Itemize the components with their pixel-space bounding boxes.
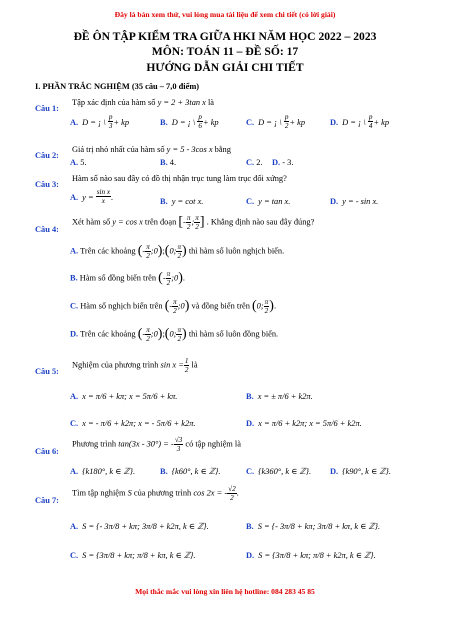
fraction-num: sin x bbox=[96, 187, 111, 196]
question-3-text: Hàm số nào sau đây có đồ thị nhận trục tung làm trục đối xứng? bbox=[72, 174, 287, 183]
question-1-text bbox=[72, 98, 214, 107]
question-number: Câu 7: bbox=[35, 496, 59, 505]
option-label: C. bbox=[246, 118, 255, 127]
q4-option-c[interactable]: C. Hàm số nghịch biến trên (- $\frac{\pi}{2}$ ;0) và đồng biến trên (0; $\frac{\pi}{2}$ ). bbox=[70, 298, 277, 315]
option-value: x = π/6 + kπ; x = 5π/6 + kπ. bbox=[82, 392, 178, 401]
title-solution: HƯỚNG DẪN GIẢI CHI TIẾT bbox=[146, 61, 304, 74]
question-text: Tập xác định của hàm số bbox=[72, 98, 156, 107]
option-value: S = {- 3π/8 + kπ; 3π/8 + k2π, k ∈ ℤ}. bbox=[82, 522, 209, 531]
q6-option-b[interactable] bbox=[160, 461, 220, 479]
option-post: thì hàm số luôn nghịch biến. bbox=[188, 246, 285, 256]
math-expression: sin x = bbox=[160, 360, 184, 370]
option-mid: và đồng biến trên bbox=[191, 301, 250, 311]
option-value: S = {- 3π/8 + kπ; 3π/8 + kπ, k ∈ ℤ}. bbox=[257, 522, 381, 531]
option-label: B. bbox=[160, 118, 168, 127]
question-4-text: Xét hàm số y = cos x trên đoạn [- $\frac{\pi}{2}$ ; $\frac{\pi}{2}$ ] . Khẳng định nào sau đây đúng? bbox=[72, 214, 315, 231]
fraction bbox=[96, 188, 111, 205]
option-value: S = {3π/8 + kπ; π/8 + k2π, k ∈ ℤ}. bbox=[258, 551, 376, 560]
option-rest: + kp bbox=[113, 118, 130, 127]
option-label: A. bbox=[70, 522, 79, 531]
option-value: y = - sin x. bbox=[342, 197, 379, 206]
q6-option-c[interactable] bbox=[246, 461, 311, 479]
option-value: {k180°, k ∈ ℤ}. bbox=[82, 467, 136, 476]
q2-option-d[interactable] bbox=[272, 158, 293, 167]
option-label: D. bbox=[330, 197, 339, 206]
option-label: A. bbox=[70, 467, 79, 476]
question-text: Tìm tập nghiệm bbox=[72, 488, 126, 498]
option-value: y = cot x. bbox=[171, 197, 204, 206]
question-number: Câu 1: bbox=[35, 104, 59, 113]
question-number: Câu 5: bbox=[35, 367, 59, 376]
option-value: y = bbox=[82, 193, 96, 202]
option-label: A. bbox=[70, 158, 79, 167]
option-value: {k60°, k ∈ ℤ}. bbox=[171, 467, 221, 476]
question-tail: có tập nghiệm là bbox=[185, 439, 241, 449]
option-value: D = ¡ \ bbox=[171, 118, 198, 127]
q6-option-a[interactable] bbox=[70, 461, 135, 479]
fraction-num: p bbox=[108, 112, 113, 121]
option-label: C. bbox=[70, 551, 79, 560]
option-label: D. bbox=[246, 419, 255, 428]
question-number: Câu 4: bbox=[35, 225, 59, 234]
fraction-den: x bbox=[101, 196, 105, 205]
question-5 bbox=[35, 361, 59, 379]
q7-option-d[interactable] bbox=[246, 545, 376, 563]
option-post: thì hàm số luôn đồng biến. bbox=[188, 329, 279, 339]
option-label: D. bbox=[330, 118, 339, 127]
option-label: C. bbox=[246, 467, 255, 476]
q1-option-b[interactable] bbox=[160, 112, 219, 130]
q4-option-b[interactable]: B. Hàm số đồng biến trên (- $\frac{\pi}{2}$ ;0). bbox=[70, 270, 185, 287]
question-number: Câu 6: bbox=[35, 447, 59, 456]
question-number: Câu 2: bbox=[35, 151, 59, 160]
title-exam: ĐỀ ÔN TẬP KIỂM TRA GIỮA HKI NĂM HỌC 2022 – 2023 bbox=[73, 30, 377, 43]
option-label: C. bbox=[70, 301, 79, 311]
option-value: D = ¡ \ bbox=[258, 118, 284, 127]
question-tail: là bbox=[191, 360, 198, 370]
q2-option-a[interactable] bbox=[70, 158, 87, 167]
question-7 bbox=[35, 490, 59, 508]
option-value: x = ± π/6 + k2π. bbox=[257, 392, 313, 401]
question-6-text: Phương trình tan(3x - 30°) = - $\frac{√3}{3}$ có tập nghiệm là bbox=[72, 436, 241, 453]
question-4 bbox=[35, 219, 59, 237]
option-value: D = ¡ \ bbox=[342, 118, 368, 127]
option-label: B. bbox=[70, 273, 78, 283]
q5-option-c[interactable] bbox=[70, 413, 196, 431]
question-1 bbox=[35, 98, 59, 116]
math-expression: y = 5 - 3cos x bbox=[166, 145, 213, 154]
q5-option-a[interactable] bbox=[70, 386, 177, 404]
option-pre: Hàm số nghịch biến trên bbox=[80, 301, 163, 311]
question-7-text: Tìm tập nghiệm S của phương trình cos 2x = - $\frac{√2}{2}$ . bbox=[72, 485, 239, 502]
option-post: . bbox=[182, 273, 185, 283]
math-expression-2: cos 2x = - bbox=[193, 488, 228, 498]
option-label: C. bbox=[246, 197, 255, 206]
q3-option-a[interactable]: A. y = $\frac{\text{sin x}}{x}$ . bbox=[70, 187, 114, 205]
question-tail: là bbox=[207, 98, 215, 107]
option-pre: Trên các khoảng bbox=[80, 329, 136, 339]
question-tail: bằng bbox=[214, 145, 231, 154]
q6-option-d[interactable] bbox=[330, 461, 391, 479]
q1-option-a[interactable] bbox=[70, 112, 129, 130]
question-text: Nghiệm của phương trình bbox=[72, 360, 159, 370]
question-tail: . Khẳng định nào sau đây đúng? bbox=[206, 217, 315, 227]
option-value: {k360°, k ∈ ℤ}. bbox=[258, 467, 312, 476]
q4-option-a[interactable]: A. Trên các khoảng (- $\frac{\pi}{2}$ ;0);(0; $\frac{\pi}{2}$ ) thì hàm số luôn nghịch biến. bbox=[70, 243, 285, 260]
option-value: x = π/6 + k2π; x = 5π/6 + k2π. bbox=[258, 419, 362, 428]
option-label: B. bbox=[160, 197, 168, 206]
q2-option-b[interactable] bbox=[160, 158, 176, 167]
q3-option-c[interactable] bbox=[246, 191, 290, 209]
option-rest: + kp bbox=[289, 118, 306, 127]
q7-option-a[interactable] bbox=[70, 516, 209, 534]
question-3 bbox=[35, 174, 59, 192]
question-2-text bbox=[72, 145, 231, 154]
option-rest: + kp bbox=[202, 118, 219, 127]
preview-banner: Đây là bản xem thử, vui lòng mua tài liệu để xem chi tiết (có lời giải) bbox=[114, 10, 336, 19]
fraction-num: p bbox=[284, 112, 289, 121]
question-text: Giá trị nhỏ nhất của hàm số bbox=[72, 145, 165, 154]
option-label: B. bbox=[246, 392, 254, 401]
option-rest: + kp bbox=[373, 118, 390, 127]
option-label: B. bbox=[160, 467, 168, 476]
option-value: y = tan x. bbox=[258, 197, 291, 206]
q7-option-c[interactable] bbox=[70, 545, 196, 563]
question-mid: trên đoạn bbox=[144, 217, 177, 227]
option-label: A. bbox=[70, 246, 79, 256]
option-value: x = - π/6 + k2π; x = - 5π/6 + k2π. bbox=[82, 419, 196, 428]
math-expression: tan(3x - 30°) = - bbox=[118, 439, 174, 449]
option-label: A. bbox=[70, 392, 79, 401]
q3-option-d[interactable] bbox=[330, 191, 378, 209]
option-value: S = {3π/8 + kπ; π/8 + kπ, k ∈ ℤ}. bbox=[82, 551, 196, 560]
math-expression: y = 2 + 3tan x bbox=[157, 98, 206, 107]
q3-option-b[interactable] bbox=[160, 191, 203, 209]
option-label: D. bbox=[330, 467, 339, 476]
fraction-den: 3 bbox=[108, 121, 113, 130]
question-6 bbox=[35, 441, 59, 459]
option-value: D = ¡ \ bbox=[82, 118, 108, 127]
option-value: 4. bbox=[169, 158, 177, 167]
q1-option-c[interactable] bbox=[246, 112, 305, 130]
question-text: Phương trình bbox=[72, 439, 117, 449]
option-value: 5. bbox=[80, 158, 87, 167]
option-value: - 3. bbox=[282, 158, 294, 167]
question-2 bbox=[35, 145, 59, 163]
fraction-num: p bbox=[368, 112, 373, 121]
fraction-den: 6 bbox=[198, 121, 202, 130]
option-label: C. bbox=[70, 419, 79, 428]
question-number: Câu 3: bbox=[35, 180, 59, 189]
question-mid: của phương trình bbox=[133, 488, 192, 498]
q5-option-d[interactable] bbox=[246, 413, 362, 431]
fraction-den: 2 bbox=[284, 121, 289, 130]
option-label: B. bbox=[160, 158, 168, 167]
option-post: . bbox=[273, 301, 277, 311]
question-5-text: Nghiệm của phương trình sin x = $\frac{1}{2}$ là bbox=[72, 357, 198, 374]
question-text: Xét hàm số bbox=[72, 217, 111, 227]
q1-option-d[interactable] bbox=[330, 112, 389, 130]
option-label: A. bbox=[70, 118, 79, 127]
option-value: 2. bbox=[256, 158, 263, 167]
q5-option-b[interactable] bbox=[246, 386, 313, 404]
option-label: D. bbox=[246, 551, 255, 560]
option-label: D. bbox=[272, 158, 281, 167]
math-expression: y = cos x bbox=[112, 217, 143, 227]
q4-option-d[interactable]: D. Trên các khoảng (- $\frac{\pi}{2}$ ;0);(0; $\frac{\pi}{2}$ ) thì hàm số luôn đồng biến. bbox=[70, 326, 279, 343]
option-label: D. bbox=[70, 329, 79, 339]
option-label: C. bbox=[246, 158, 255, 167]
section-heading: I. PHẦN TRẮC NGHIỆM (35 câu – 7,0 điểm) bbox=[35, 82, 200, 91]
hotline-footer: Mọi thắc mắc vui lòng xin liên hệ hotline: 084 283 45 85 bbox=[135, 587, 315, 596]
fraction-den: 4 bbox=[368, 121, 373, 130]
option-pre: Trên các khoảng bbox=[80, 246, 136, 256]
title-subject: MÔN: TOÁN 11 – ĐỀ SỐ: 17 bbox=[151, 45, 299, 58]
q7-option-b[interactable] bbox=[246, 516, 380, 534]
option-pre: Hàm số đồng biến trên bbox=[79, 273, 157, 283]
option-label: B. bbox=[246, 522, 254, 531]
option-label: A. bbox=[70, 193, 79, 202]
option-value: {k90°, k ∈ ℤ}. bbox=[342, 467, 391, 476]
question-tail: . bbox=[236, 488, 239, 498]
fraction-num: p bbox=[198, 112, 202, 121]
math-expression: S bbox=[127, 488, 132, 498]
q2-option-c[interactable] bbox=[246, 158, 263, 167]
